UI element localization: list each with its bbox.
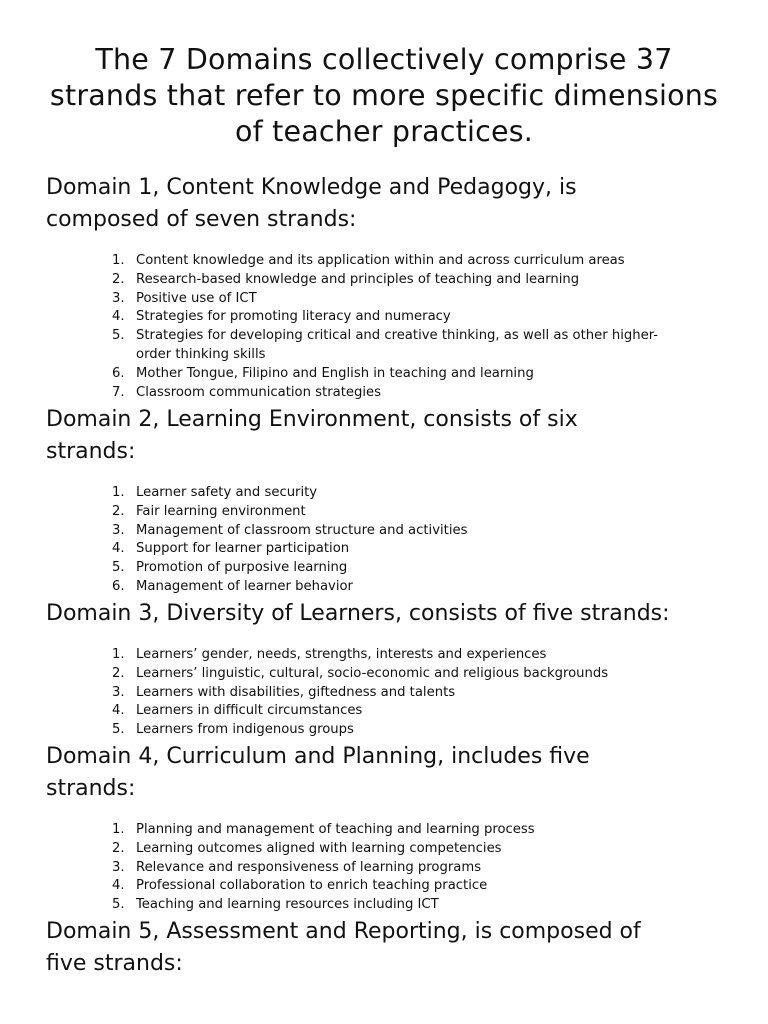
- title-line: strands that refer to more specific dimensions: [49, 79, 719, 112]
- list-item: 5. Teaching and learning resources including ICT: [112, 897, 439, 913]
- domain-2-strand-list: [112, 484, 468, 597]
- list-item: 3. Relevance and responsiveness of learning programs: [112, 859, 482, 875]
- list-item: 3. Learners with disabilities, giftedness and talents: [112, 684, 456, 700]
- list-item: 4. Strategies for promoting literacy and numeracy: [112, 309, 451, 325]
- list-item: 6. Management of learner behavior: [112, 578, 353, 594]
- list-item: 1. Learner safety and security: [112, 485, 318, 500]
- title-line: of teacher practices.: [234, 115, 534, 148]
- list-item: 1. Planning and management of teaching and learning process: [112, 822, 535, 837]
- domain-1-strand-list: [112, 252, 658, 402]
- list-item: 2. Fair learning environment: [112, 503, 306, 519]
- list-item: 1. Learners’ gender, needs, strengths, interests and experiences: [112, 647, 547, 662]
- list-item: 5. Strategies for developing critical and creative thinking, as well as other higher- order thinking skills: [112, 328, 659, 362]
- list-item: 5. Promotion of purposive learning: [112, 560, 348, 576]
- list-item: 6. Mother Tongue, Filipino and English in teaching and learning: [112, 365, 534, 381]
- list-item: 2. Research-based knowledge and principles of teaching and learning: [112, 271, 580, 287]
- list-item: 3. Management of classroom structure and activities: [112, 522, 468, 538]
- list-item: 1. Content knowledge and its application within and across curriculum areas: [112, 253, 625, 268]
- title-line: The 7 Domains collectively comprise 37: [95, 43, 673, 76]
- domain-3-heading: Domain 3, Diversity of Learners, consists of five strands:: [46, 601, 670, 626]
- domain-3-strand-list: [112, 646, 608, 740]
- domain-4-heading: Domain 4, Curriculum and Planning, includes five strands:: [46, 744, 590, 801]
- domain-5-heading: Domain 5, Assessment and Reporting, is composed of five strands:: [46, 919, 641, 976]
- list-item: 4. Support for learner participation: [112, 541, 350, 557]
- domain-4-strand-list: [112, 821, 535, 915]
- list-item: 5. Learners from indigenous groups: [112, 722, 354, 738]
- list-item: 2. Learners’ linguistic, cultural, socio-economic and religious backgrounds: [112, 665, 609, 681]
- list-item: 3. Positive use of ICT: [112, 290, 257, 306]
- list-item: 4. Professional collaboration to enrich teaching practice: [112, 878, 488, 894]
- list-item: 2. Learning outcomes aligned with learning competencies: [112, 840, 502, 856]
- domain-1-heading: Domain 1, Content Knowledge and Pedagogy, is composed of seven strands:: [46, 175, 577, 232]
- domain-2-heading: Domain 2, Learning Environment, consists of six strands:: [46, 407, 578, 464]
- list-item: 7. Classroom communication strategies: [112, 384, 382, 400]
- list-item: 4. Learners in difficult circumstances: [112, 703, 363, 719]
- page-title: [30, 42, 738, 150]
